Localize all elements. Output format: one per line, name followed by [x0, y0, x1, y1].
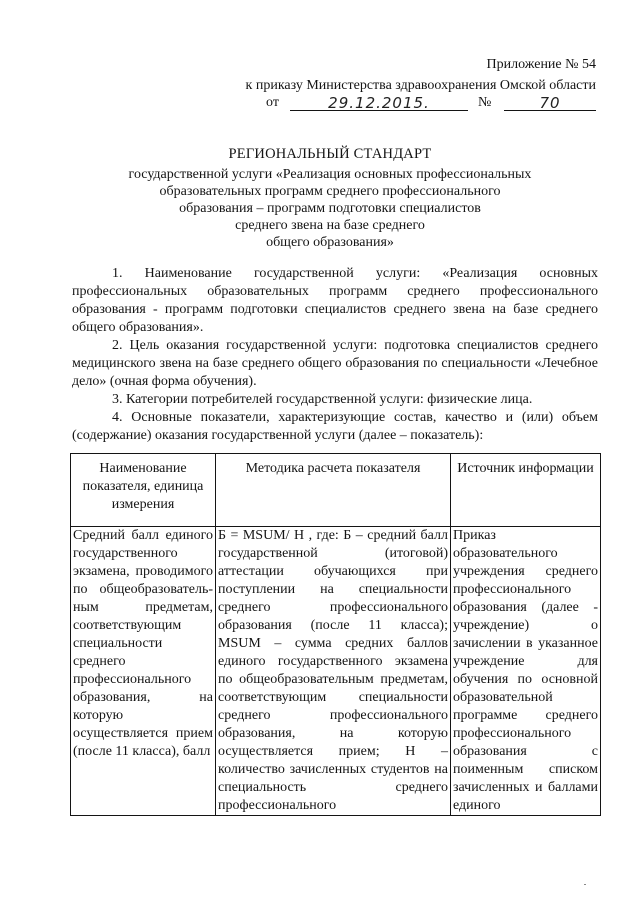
table-header-row [71, 454, 601, 527]
title-line: общего образования» [266, 235, 394, 250]
cell-source: Приказ образовательного учреждения среднего профессионального образования (далее - учреждение) о зачислении в указанное учреждение для обучения по основной образовательной программе среднего профессионального образования с поименным списком зачисленных и баллами единого [451, 527, 601, 816]
title-heading: РЕГИОНАЛЬНЫЙ СТАНДАРТ [228, 146, 432, 162]
title-line: образовательных программ среднего профессионального [159, 184, 501, 199]
handwritten-number: 70 [504, 94, 596, 111]
header-indicator-name: Наименование показателя, единица измерения [71, 454, 216, 527]
annex-label: Приложение № 54 [486, 57, 596, 72]
number-label: № [478, 95, 492, 110]
title-line: государственной услуги «Реализация основных профессиональных [128, 167, 532, 182]
section-1-service-name: 1. Наименование государственной услуги: «Реализация основных профессиональных образовательных программ среднего профессионального образования - программ подготовки специалистов среднего звена на базе среднего общего образования». [72, 266, 598, 335]
document-title [80, 146, 580, 251]
section-2-purpose: 2. Цель оказания государственной услуги: подготовка специалистов среднего медицинского звена на базе среднего общего образования по специальности «Лечебное дело» (очная форма обучения). [72, 338, 598, 389]
scan-mark [584, 884, 586, 885]
title-line: среднего звена на базе среднего [235, 218, 425, 233]
section-3-consumers: 3. Категории потребителей государственной услуги: физические лица. [112, 392, 533, 407]
cell-method: Б = MSUM/ Н , где: Б – средний балл государственной (итоговой) аттестации обучающихся при поступлении на специальности среднего профессионального образования (после 11 класса); MSUM – сумма средних баллов единого государственного экзамена по общеобразовательным предметам, соответствующим специальности среднего профессионального образования, на которую осуществляется прием; Н – количество зачисленных студентов на специальность среднего профессионального [216, 527, 451, 816]
header-source: Источник информации [451, 454, 601, 527]
order-date-number [266, 94, 596, 112]
table-row [71, 527, 601, 816]
section-4-indicators: 4. Основные показатели, характеризующие состав, качество и (или) объем (содержание) оказания государственной услуги (далее – показатель): [72, 410, 598, 443]
cell-indicator-name: Средний балл единого государственного экзамена, проводимого по общеобразователь-ным предметам, соответствующим специальности среднего профессионального образования, на которую осуществляется прием (после 11 класса), балл [71, 527, 216, 816]
indicators-table [70, 453, 601, 816]
from-label: от [266, 95, 279, 110]
order-reference: к приказу Министерства здравоохранения Омской области [245, 78, 596, 93]
header-method: Методика расчета показателя [216, 454, 451, 527]
handwritten-date: 29.12.2015. [290, 94, 468, 111]
title-line: образования – программ подготовки специалистов [179, 201, 481, 216]
